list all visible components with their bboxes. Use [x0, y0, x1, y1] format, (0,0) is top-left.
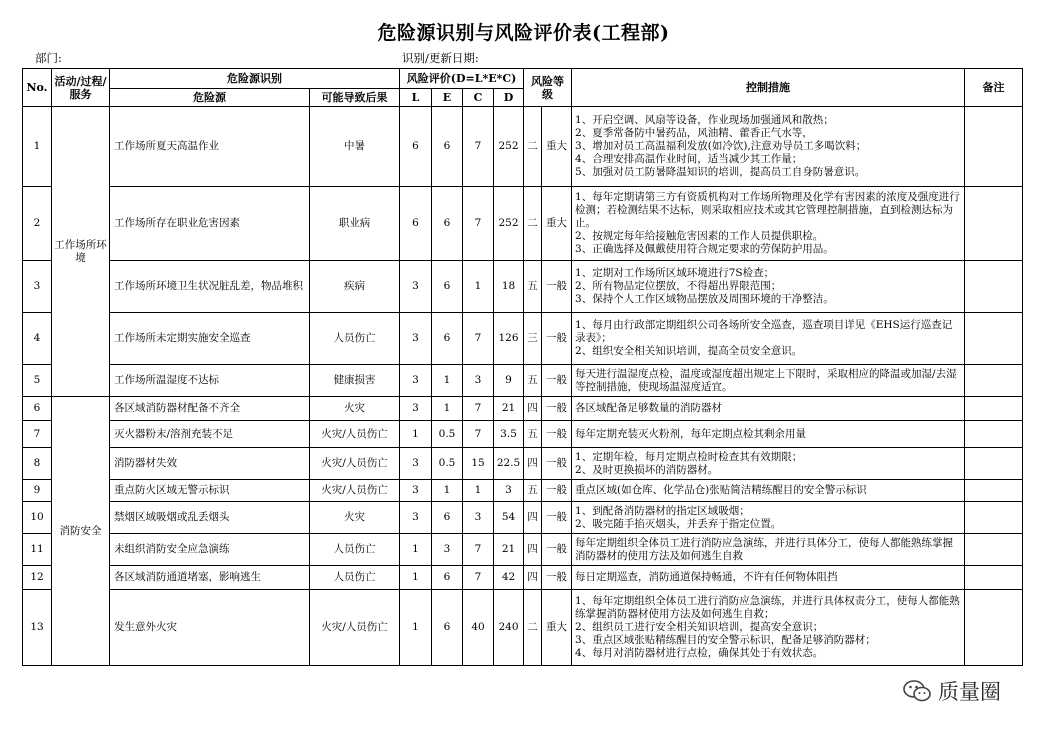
table-row: [23, 480, 1023, 502]
l-value: 1: [400, 421, 432, 448]
measure-line: 3、增加对员工高温福利发放(如冷饮),注意劝导员工多喝饮料；: [575, 140, 867, 152]
hazard-cell: 灭火器粉末/溶剂充装不足: [110, 421, 310, 448]
measure-line: 重点区域(如仓库、化学品仓)张贴简洁精练醒目的安全警示标识: [575, 484, 867, 496]
table-row: [23, 261, 1023, 313]
e-value: 6: [432, 590, 463, 666]
d-value: 42: [494, 566, 524, 590]
c-value: 3: [463, 365, 494, 397]
remarks-cell: [965, 421, 1023, 448]
header-c: C: [463, 89, 494, 107]
remarks-cell: [965, 107, 1023, 187]
risk-grade: 四: [524, 502, 542, 534]
e-value: 1: [432, 480, 463, 502]
risk-level: 重大: [542, 187, 572, 261]
hazard-cell: 各区域消防通道堵塞，影响逃生: [110, 566, 310, 590]
header-measures: 控制措施: [572, 69, 965, 107]
hazard-table: [22, 68, 1023, 666]
risk-grade: 五: [524, 421, 542, 448]
measure-line: 1、每年定期组织全体员工进行消防应急演练，并进行具体权责分工，使每人都能熟练掌握消防器材使用方法及如何逃生自救；: [575, 595, 960, 620]
consequence-cell: 疾病: [310, 261, 400, 313]
row-number: 12: [23, 566, 52, 590]
header-remarks: 备注: [965, 69, 1023, 107]
consequence-cell: 火灾/人员伤亡: [310, 421, 400, 448]
e-value: 6: [432, 566, 463, 590]
hazard-cell: 工作场所存在职业危害因素: [110, 187, 310, 261]
hazard-cell: 禁烟区域吸烟或乱丢烟头: [110, 502, 310, 534]
risk-level: 一般: [542, 566, 572, 590]
table-row: [23, 566, 1023, 590]
risk-grade: 二: [524, 107, 542, 187]
c-value: 7: [463, 534, 494, 566]
measure-line: 2、及时更换损坏的消防器材。: [575, 463, 719, 476]
d-value: 21: [494, 534, 524, 566]
e-value: 6: [432, 187, 463, 261]
table-row: [23, 590, 1023, 666]
risk-level: 重大: [542, 590, 572, 666]
risk-level: 一般: [542, 534, 572, 566]
control-measures: [572, 534, 965, 566]
risk-level: 一般: [542, 261, 572, 313]
table-row: [23, 448, 1023, 480]
consequence-cell: 火灾: [310, 397, 400, 421]
measure-line: 每年定期组织全体员工进行消防应急演练，并进行具体分工，使每人都能熟练掌握消防器材的使用方法及如何逃生自救: [575, 536, 954, 562]
measure-line: 每天进行温湿度点检，温度或湿度超出规定上下限时，采取相应的降温或加湿/去湿等控制措施，使现场温湿度适宜。: [575, 367, 957, 393]
l-value: 3: [400, 365, 432, 397]
c-value: 1: [463, 480, 494, 502]
control-measures: [572, 502, 965, 534]
risk-level: 一般: [542, 365, 572, 397]
consequence-cell: 火灾/人员伤亡: [310, 480, 400, 502]
row-number: 8: [23, 448, 52, 480]
control-measures: [572, 313, 965, 365]
table-body: [23, 107, 1023, 666]
consequence-cell: 火灾/人员伤亡: [310, 590, 400, 666]
hazard-cell: 工作场所温湿度不达标: [110, 365, 310, 397]
control-measures: [572, 261, 965, 313]
d-value: 252: [494, 187, 524, 261]
row-number: 6: [23, 397, 52, 421]
measure-line: 1、到配备消防器材的指定区域吸烟；: [575, 504, 750, 517]
risk-grade: 五: [524, 261, 542, 313]
e-value: 6: [432, 502, 463, 534]
department-label: 部门:: [35, 51, 62, 65]
remarks-cell: [965, 502, 1023, 534]
remarks-cell: [965, 534, 1023, 566]
risk-level: 一般: [542, 313, 572, 365]
wechat-icon: [902, 678, 932, 704]
d-value: 252: [494, 107, 524, 187]
control-measures: [572, 365, 965, 397]
remarks-cell: [965, 590, 1023, 666]
hazard-cell: 重点防火区域无警示标识: [110, 480, 310, 502]
e-value: 0.5: [432, 448, 463, 480]
control-measures: [572, 421, 965, 448]
remarks-cell: [965, 448, 1023, 480]
measure-line: 4、每月对消防器材进行点检，确保其处于有效状态。: [575, 647, 824, 659]
d-value: 3: [494, 480, 524, 502]
row-number: 10: [23, 502, 52, 534]
risk-level: 一般: [542, 421, 572, 448]
row-number: 7: [23, 421, 52, 448]
risk-level: 一般: [542, 480, 572, 502]
risk-level: 一般: [542, 448, 572, 480]
remarks-cell: [965, 397, 1023, 421]
e-value: 1: [432, 397, 463, 421]
row-number: 1: [23, 107, 52, 187]
measure-line: 2、吸完随手掐灭烟头，并丢弃于指定位置。: [575, 517, 782, 530]
c-value: 7: [463, 566, 494, 590]
hazard-cell: 工作场所夏天高温作业: [110, 107, 310, 187]
control-measures: [572, 107, 965, 187]
measure-line: 1、每年定期请第三方有资质机构对工作场所物理及化学有害因素的浓度及强度进行检测；若检测结果不达标，则采取相应技术或其它管理控制措施，直到检测达标为止。: [575, 191, 960, 229]
header-hazard: 危险源: [110, 89, 310, 107]
remarks-cell: [965, 365, 1023, 397]
control-measures: [572, 187, 965, 261]
measure-line: 每年定期充装灭火粉剂，每年定期点检其剩余用量: [575, 427, 807, 440]
c-value: 7: [463, 313, 494, 365]
c-value: 15: [463, 448, 494, 480]
remarks-cell: [965, 261, 1023, 313]
header-e: E: [432, 89, 463, 107]
risk-grade: 三: [524, 313, 542, 365]
document-title: 危险源识别与风险评价表(工程部): [377, 22, 670, 44]
l-value: 3: [400, 397, 432, 421]
consequence-cell: 健康损害: [310, 365, 400, 397]
l-value: 3: [400, 480, 432, 502]
e-value: 1: [432, 365, 463, 397]
hazard-cell: 未组织消防安全应急演练: [110, 534, 310, 566]
c-value: 1: [463, 261, 494, 313]
risk-grade: 四: [524, 566, 542, 590]
measure-line: 1、开启空调、风扇等设备，作业现场加强通风和散热；: [575, 114, 834, 126]
table-row: [23, 421, 1023, 448]
remarks-cell: [965, 313, 1023, 365]
l-value: 3: [400, 261, 432, 313]
d-value: 9: [494, 365, 524, 397]
c-value: 7: [463, 421, 494, 448]
c-value: 7: [463, 107, 494, 187]
risk-level: 一般: [542, 502, 572, 534]
row-number: 4: [23, 313, 52, 365]
hazard-cell: 发生意外火灾: [110, 590, 310, 666]
measure-line: 2、组织安全相关知识培训，提高全员安全意识。: [575, 345, 803, 357]
measure-line: 2、夏季常备防中暑药品，风油精、藿香正气水等，: [575, 127, 813, 139]
measure-line: 5、加强对员工防暑降温知识的培训，提高员工自身防暑意识。: [575, 166, 866, 178]
d-value: 18: [494, 261, 524, 313]
consequence-cell: 人员伤亡: [310, 313, 400, 365]
consequence-cell: 火灾: [310, 502, 400, 534]
row-number: 5: [23, 365, 52, 397]
header-level: 风险等级: [524, 69, 572, 107]
hazard-cell: 工作场所未定期实施安全巡查: [110, 313, 310, 365]
l-value: 1: [400, 590, 432, 666]
l-value: 6: [400, 187, 432, 261]
d-value: 54: [494, 502, 524, 534]
hazard-cell: 各区域消防器材配备不齐全: [110, 397, 310, 421]
header-identification: 危险源识别: [110, 69, 400, 89]
header-l: L: [400, 89, 432, 107]
risk-level: 一般: [542, 397, 572, 421]
l-value: 3: [400, 448, 432, 480]
table-row: [23, 502, 1023, 534]
remarks-cell: [965, 566, 1023, 590]
measure-line: 4、合理安排高温作业时间，适当减少其工作量；: [575, 153, 803, 165]
e-value: 6: [432, 107, 463, 187]
control-measures: [572, 480, 965, 502]
row-number: 9: [23, 480, 52, 502]
table-row: [23, 187, 1023, 261]
watermark: [902, 676, 1001, 706]
consequence-cell: 火灾/人员伤亡: [310, 448, 400, 480]
control-measures: [572, 590, 965, 666]
hazard-cell: 消防器材失效: [110, 448, 310, 480]
hazard-cell: 工作场所环境卫生状况脏乱差，物品堆积: [110, 261, 310, 313]
risk-grade: 四: [524, 534, 542, 566]
c-value: 40: [463, 590, 494, 666]
risk-grade: 四: [524, 397, 542, 421]
header-d: D: [494, 89, 524, 107]
l-value: 3: [400, 502, 432, 534]
header-consequence: 可能导致后果: [310, 89, 400, 107]
measure-line: 各区域配备足够数量的消防器材: [575, 402, 723, 414]
watermark-text: 质量圈: [938, 680, 1001, 704]
c-value: 3: [463, 502, 494, 534]
row-number: 11: [23, 534, 52, 566]
measure-line: 2、所有物品定位摆放，不得超出界限范围；: [575, 280, 782, 292]
row-number: 13: [23, 590, 52, 666]
remarks-cell: [965, 187, 1023, 261]
header-evaluation: 风险评价(D=L*E*C): [400, 69, 524, 89]
measure-line: 1、定期年检，每月定期点检时检查其有效期限；: [575, 450, 803, 463]
remarks-cell: [965, 480, 1023, 502]
d-value: 126: [494, 313, 524, 365]
consequence-cell: 人员伤亡: [310, 534, 400, 566]
activity-group: 消防安全: [52, 397, 110, 666]
control-measures: [572, 448, 965, 480]
measure-line: 1、定期对工作场所区域环境进行7S检查；: [575, 267, 775, 279]
d-value: 3.5: [494, 421, 524, 448]
measure-line: 3、重点区域张贴精练醒目的安全警示标识，配备足够消防器材；: [575, 634, 876, 646]
e-value: 3: [432, 534, 463, 566]
header-no: No.: [23, 69, 52, 107]
c-value: 7: [463, 397, 494, 421]
e-value: 0.5: [432, 421, 463, 448]
consequence-cell: 中暑: [310, 107, 400, 187]
c-value: 7: [463, 187, 494, 261]
risk-grade: 二: [524, 590, 542, 666]
d-value: 21: [494, 397, 524, 421]
l-value: 1: [400, 534, 432, 566]
measure-line: 2、按规定每年给接触危害因素的工作人员提供职检。: [575, 230, 824, 242]
table-row: [23, 534, 1023, 566]
e-value: 6: [432, 313, 463, 365]
d-value: 240: [494, 590, 524, 666]
consequence-cell: 职业病: [310, 187, 400, 261]
risk-grade: 二: [524, 187, 542, 261]
measure-line: 1、每月由行政部定期组织公司各场所安全巡查，巡查项目详见《EHS运行巡查记录表》；: [575, 319, 953, 344]
l-value: 6: [400, 107, 432, 187]
row-number: 3: [23, 261, 52, 313]
table-row: [23, 397, 1023, 421]
row-number: 2: [23, 187, 52, 261]
measure-line: 2、组织员工进行安全相关知识培训，提高安全意识；: [575, 621, 824, 633]
consequence-cell: 人员伤亡: [310, 566, 400, 590]
control-measures: [572, 566, 965, 590]
l-value: 3: [400, 313, 432, 365]
l-value: 1: [400, 566, 432, 590]
table-row: [23, 313, 1023, 365]
risk-grade: 五: [524, 480, 542, 502]
table-row: [23, 365, 1023, 397]
update-date-label: 识别/更新日期:: [402, 51, 479, 65]
risk-grade: 五: [524, 365, 542, 397]
header-activity: 活动/过程/服务: [52, 69, 110, 107]
measure-line: 3、正确选择及佩戴使用符合规定要求的劳保防护用品。: [575, 243, 834, 255]
activity-group: 工作场所环境: [52, 107, 110, 397]
measure-line: 每日定期巡查，消防通道保持畅通，不许有任何物体阻挡: [575, 571, 838, 583]
measure-line: 3、保持个人工作区域物品摆放及周围环境的干净整洁。: [575, 293, 834, 305]
risk-level: 重大: [542, 107, 572, 187]
control-measures: [572, 397, 965, 421]
d-value: 22.5: [494, 448, 524, 480]
table-row: [23, 107, 1023, 187]
risk-grade: 四: [524, 448, 542, 480]
e-value: 6: [432, 261, 463, 313]
